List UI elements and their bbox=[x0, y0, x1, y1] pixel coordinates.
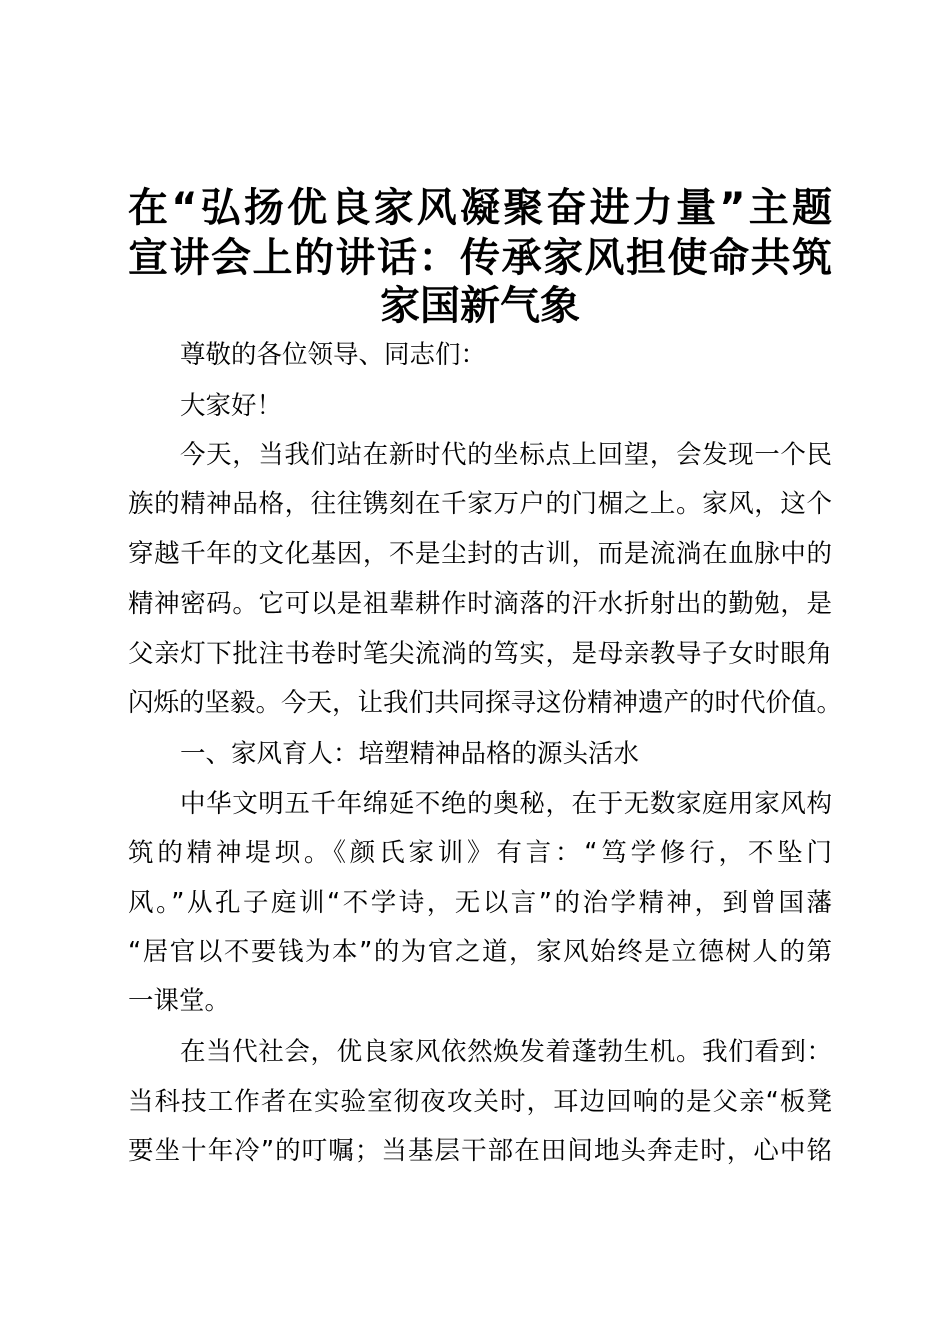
body-line: 闪烁的坚毅。今天，让我们共同探寻这份精神遗产的时代价值。 bbox=[128, 688, 843, 718]
body-line: 要坐十年冷”的叮嘱；当基层干部在田间地头奔走时，心中铭 bbox=[128, 1136, 832, 1166]
body-line: 当科技工作者在实验室彻夜攻关时，耳边回响的是父亲“板凳 bbox=[128, 1087, 832, 1117]
body-line: 族的精神品格，往往镌刻在千家万户的门楣之上。家风，这个 bbox=[128, 489, 832, 519]
document-title-line-3: 家国新气象 bbox=[380, 283, 580, 329]
body-line: 一课堂。 bbox=[128, 986, 231, 1016]
body-line: 筑的精神堤坝。《颜氏家训》有言：“笃学修行，不坠门 bbox=[128, 838, 832, 868]
body-line: 父亲灯下批注书卷时笔尖流淌的笃实，是母亲教导子女时眼角 bbox=[128, 639, 832, 669]
body-line: 中华文明五千年绵延不绝的奥秘，在于无数家庭用家风构 bbox=[180, 789, 832, 819]
body-line: 风。”从孔子庭训“不学诗，无以言”的治学精神，到曾国藩 bbox=[128, 888, 832, 918]
body-line: 今天，当我们站在新时代的坐标点上回望，会发现一个民 bbox=[180, 440, 832, 470]
document-title-line-2: 宣讲会上的讲话：传承家风担使命共筑 bbox=[128, 235, 832, 281]
body-line: 在当代社会，优良家风依然焕发着蓬勃生机。我们看到： bbox=[180, 1037, 832, 1067]
salutation: 尊敬的各位领导、同志们： bbox=[180, 340, 487, 370]
body-line: 精神密码。它可以是祖辈耕作时滴落的汗水折射出的勤勉，是 bbox=[128, 589, 832, 619]
greeting: 大家好！ bbox=[180, 391, 283, 421]
document-title-line-1: 在“弘扬优良家风凝聚奋进力量”主题 bbox=[128, 185, 832, 231]
body-line: 穿越千年的文化基因，不是尘封的古训，而是流淌在血脉中的 bbox=[128, 539, 832, 569]
body-line: “居官以不要钱为本”的为官之道，家风始终是立德树人的第 bbox=[128, 937, 832, 967]
section-heading: 一、家风育人：培塑精神品格的源头活水 bbox=[180, 739, 640, 769]
